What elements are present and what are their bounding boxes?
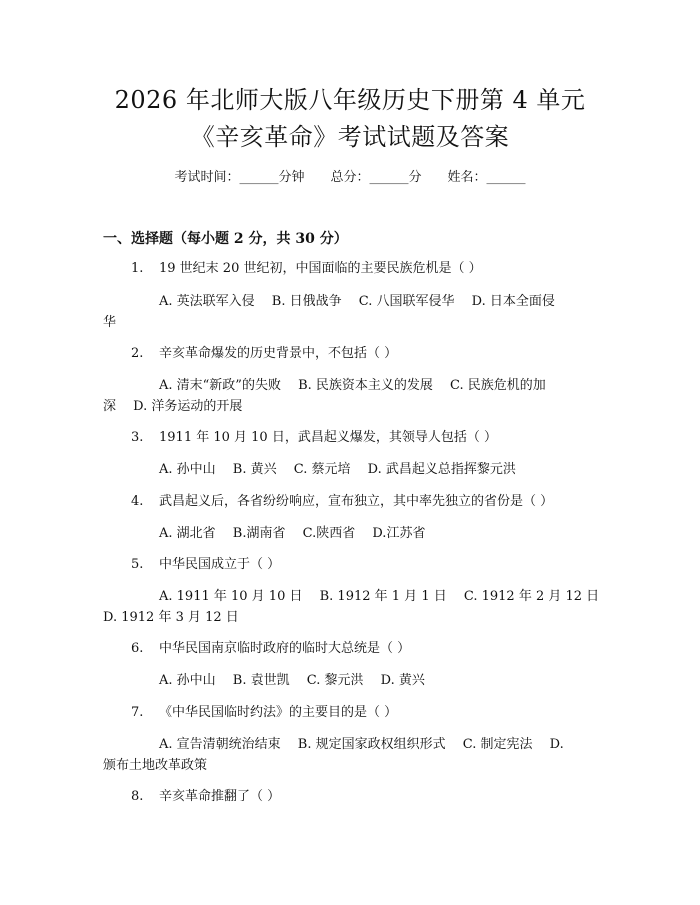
question-1-options-wrap: 华 (103, 315, 117, 330)
question-3: 3. 1911 年 10 月 10 日，武昌起义爆发，其领导人包括（ ） (131, 430, 497, 445)
question-2: 2. 辛亥革命爆发的历史背景中，不包括（ ） (131, 346, 398, 361)
question-1: 1. 19 世纪末 20 世纪初，中国面临的主要民族危机是（ ） (131, 261, 482, 276)
question-5: 5. 中华民国成立于（ ） (131, 557, 281, 572)
question-6-options: A. 孙中山 B. 袁世凯 C. 黎元洪 D. 黄兴 (159, 673, 425, 688)
question-3-options: A. 孙中山 B. 黄兴 C. 蔡元培 D. 武昌起义总指挥黎元洪 (159, 462, 516, 477)
question-7-options-wrap: 颁布土地改革政策 (103, 758, 208, 773)
document-title-line2: 《辛亥革命》考试试题及答案 (190, 123, 510, 151)
question-4-options: A. 湖北省 B.湖南省 C.陕西省 D.江苏省 (159, 526, 426, 541)
question-2-options: A. 清末“新政”的失败 B. 民族资本主义的发展 C. 民族危机的加 (159, 378, 546, 393)
question-2-options-wrap: 深 D. 洋务运动的开展 (103, 399, 243, 414)
question-6: 6. 中华民国南京临时政府的临时大总统是（ ） (131, 641, 411, 656)
section-heading: 一、选择题（每小题 2 分，共 30 分） (103, 231, 348, 247)
question-7-options: A. 宣告清朝统治结束 B. 规定国家政权组织形式 C. 制定宪法 D. (159, 737, 564, 752)
exam-meta-line: 考试时间：______分钟 总分：______分 姓名：______ (174, 170, 526, 185)
question-5-options-wrap: D. 1912 年 3 月 12 日 (103, 610, 239, 625)
question-1-options: A. 英法联军入侵 B. 日俄战争 C. 八国联军侵华 D. 日本全面侵 (159, 294, 555, 309)
question-7: 7. 《中华民国临时约法》的主要目的是（ ） (131, 705, 398, 720)
question-5-options: A. 1911 年 10 月 10 日 B. 1912 年 1 月 1 日 C. 1912 年 2 月 12 日 (159, 589, 600, 604)
document-title-line1: 2026 年北师大版八年级历史下册第 4 单元 (114, 86, 586, 114)
question-4: 4. 武昌起义后，各省纷纷响应，宣布独立，其中率先独立的省份是（ ） (131, 494, 554, 509)
question-8: 8. 辛亥革命推翻了（ ） (131, 789, 281, 804)
